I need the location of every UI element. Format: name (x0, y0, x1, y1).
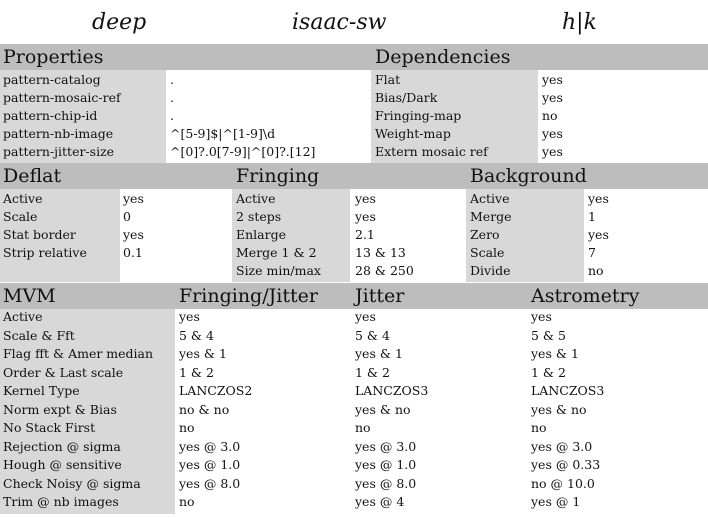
deflat-label: Strip relative (3, 245, 87, 260)
mvm-value-jitter: yes @ 8.0 (355, 475, 417, 491)
deflat-label: Stat border (3, 227, 76, 242)
dependencies-label: Extern mosaic ref (375, 144, 488, 159)
background-label: Divide (470, 263, 511, 278)
title-center: isaac-sw (292, 10, 387, 35)
background-header: Background (470, 165, 587, 187)
mvm-value-astrometry: yes @ 0.33 (531, 457, 601, 472)
mvm-value-jitter: LANCZOS3 (355, 383, 429, 398)
mvm-value-fringing-jitter: no (179, 420, 195, 435)
properties-label: pattern-jitter-size (3, 144, 115, 159)
fringing-label: Enlarge (236, 227, 286, 242)
mvm-header-astrometry: Astrometry (531, 285, 640, 307)
mvm-label: Scale & Fft (3, 327, 75, 343)
fringing-label: Merge 1 & 2 (236, 245, 317, 260)
dependencies-value: yes (542, 126, 563, 141)
properties-label: pattern-nb-image (3, 126, 114, 141)
mvm-value-astrometry: LANCZOS3 (531, 383, 605, 398)
properties-value: . (170, 108, 174, 123)
mvm-label: Norm expt & Bias (3, 401, 117, 417)
properties-label: pattern-catalog (3, 72, 101, 87)
mvm-value-jitter: yes @ 1.0 (355, 457, 417, 472)
mvm-value-jitter: 5 & 4 (355, 327, 390, 343)
mvm-value-jitter: yes & 1 (355, 346, 403, 361)
dependencies-value: yes (542, 144, 563, 159)
mvm-label: Kernel Type (3, 383, 80, 398)
properties-value: ^[0]?.0[7-9]|^[0]?.[12] (170, 144, 316, 159)
background-value: no (588, 263, 604, 278)
fringing-value: 28 & 250 (355, 263, 414, 278)
dependencies-label: Flat (375, 72, 401, 87)
mvm-value-astrometry: yes @ 1 (531, 494, 581, 509)
mvm-value-astrometry: no @ 10.0 (531, 475, 595, 491)
mvm-value-jitter: yes @ 4 (355, 494, 405, 509)
deflat-value: 0.1 (123, 245, 143, 260)
background-value: yes (588, 191, 609, 206)
mvm-header-jitter: Jitter (355, 285, 405, 307)
mvm-value-astrometry: yes (531, 309, 552, 324)
deflat-label: Scale (3, 209, 38, 224)
mvm-value-fringing-jitter: yes @ 8.0 (179, 475, 241, 491)
deflat-header: Deflat (3, 165, 62, 187)
fringing-value: yes (355, 209, 376, 224)
mvm-value-fringing-jitter: yes & 1 (179, 346, 227, 361)
mvm-label: Rejection @ sigma (3, 438, 121, 454)
properties-value: . (170, 90, 174, 105)
background-value: 1 (588, 209, 596, 224)
mvm-value-fringing-jitter: yes @ 3.0 (179, 438, 241, 454)
mvm-value-astrometry: yes & no (531, 401, 587, 417)
deflat-label: Active (3, 191, 43, 206)
fringing-label: 2 steps (236, 209, 282, 224)
mvm-label: Order & Last scale (3, 364, 124, 380)
mvm-value-jitter: yes & no (355, 401, 411, 417)
mvm-value-fringing-jitter: yes (179, 309, 200, 324)
mvm-value-jitter: yes (355, 309, 376, 324)
mvm-value-astrometry: no (531, 420, 547, 435)
mvm-label: Flag fft & Amer median (3, 346, 154, 361)
title-left: deep (92, 10, 147, 35)
title-right: h|k (562, 10, 597, 35)
background-value: yes (588, 227, 609, 242)
mvm-value-fringing-jitter: 1 & 2 (179, 364, 214, 380)
dependencies-value: no (542, 108, 558, 123)
mvm-value-fringing-jitter: no & no (179, 401, 230, 417)
mvm-value-fringing-jitter: no (179, 494, 195, 509)
dependencies-label: Weight-map (375, 126, 451, 141)
properties-header-bar (0, 44, 708, 70)
fringing-value: 2.1 (355, 227, 375, 242)
mvm-value-jitter: 1 & 2 (355, 364, 390, 380)
mvm-value-astrometry: yes & 1 (531, 346, 579, 361)
mvm-label: No Stack First (3, 420, 96, 435)
dependencies-value: yes (542, 90, 563, 105)
mvm-label: Trim @ nb images (3, 494, 119, 509)
mvm-header-fringing-jitter: Fringing/Jitter (179, 285, 318, 307)
deflat-value: 0 (123, 209, 131, 224)
fringing-value: 13 & 13 (355, 245, 406, 260)
dependencies-label: Fringing-map (375, 108, 462, 123)
deflat-fringing-background-header-bar (0, 163, 708, 189)
properties-value: . (170, 72, 174, 87)
fringing-header: Fringing (236, 165, 320, 187)
properties-label: pattern-mosaic-ref (3, 90, 121, 105)
dependencies-value: yes (542, 72, 563, 87)
properties-label: pattern-chip-id (3, 108, 98, 123)
deflat-value: yes (123, 227, 144, 242)
dependencies-header: Dependencies (375, 46, 511, 68)
background-label: Active (470, 191, 510, 206)
dependencies-label: Bias/Dark (375, 90, 438, 105)
properties-value: ^[5-9]$|^[1-9]\d (170, 126, 276, 141)
fringing-label: Active (236, 191, 276, 206)
properties-header: Properties (3, 46, 104, 68)
background-label: Merge (470, 209, 512, 224)
fringing-value: yes (355, 191, 376, 206)
mvm-value-fringing-jitter: yes @ 1.0 (179, 457, 241, 472)
mvm-label: Active (3, 309, 43, 324)
mvm-value-astrometry: 5 & 5 (531, 327, 566, 343)
mvm-value-fringing-jitter: 5 & 4 (179, 327, 214, 343)
mvm-header: MVM (3, 285, 56, 307)
fringing-label: Size min/max (236, 263, 321, 278)
mvm-value-jitter: yes @ 3.0 (355, 438, 417, 454)
mvm-value-astrometry: 1 & 2 (531, 364, 566, 380)
mvm-value-jitter: no (355, 420, 371, 435)
mvm-value-fringing-jitter: LANCZOS2 (179, 383, 253, 398)
deflat-value: yes (123, 191, 144, 206)
background-label: Zero (470, 227, 500, 242)
mvm-value-astrometry: yes @ 3.0 (531, 438, 593, 454)
background-label: Scale (470, 245, 505, 260)
background-value: 7 (588, 245, 596, 260)
mvm-label: Check Noisy @ sigma (3, 475, 141, 491)
mvm-label: Hough @ sensitive (3, 457, 122, 472)
